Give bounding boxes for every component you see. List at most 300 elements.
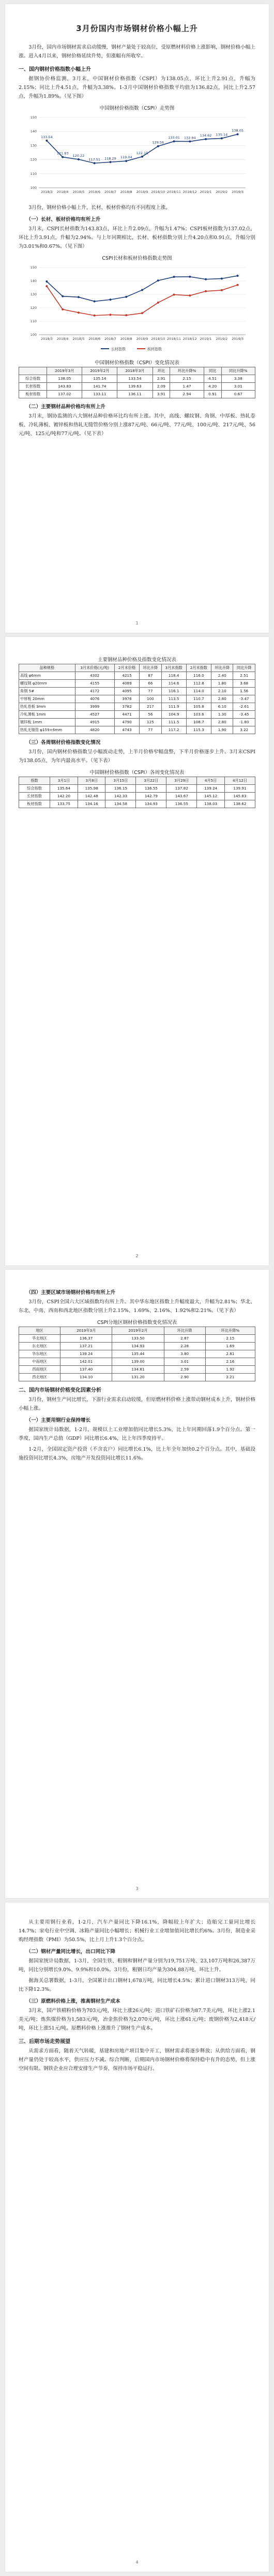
x-tick-label: 2018/12 [182, 190, 197, 194]
paragraph-factors: 3月份，钢材生产同比增长，下游行业需求启动较缓，但原燃材料价格上涨带动钢材成本上升，钢材价格小幅上涨。 [19, 1397, 255, 1411]
table-cell: 4172 [75, 688, 114, 695]
y-tick-label: 120 [30, 157, 37, 162]
table-cell: 3782 [114, 703, 139, 711]
data-point [109, 314, 111, 316]
table-cell: 0.91 [204, 391, 221, 398]
table-cell: 141.74 [82, 383, 117, 391]
x-tick-label: 2018/12 [182, 337, 197, 341]
table-cell: 2.16 [205, 1358, 255, 1366]
table-row [19, 1335, 255, 1343]
table-cell: 0.67 [221, 391, 255, 398]
table-cell: 108.7 [186, 719, 211, 726]
table-cell: 138.05 [47, 375, 82, 383]
subheading-output: （二）钢材产量同比增长，出口同比下降 [26, 1949, 116, 1955]
table-header-cell: 4月5日 [197, 777, 225, 785]
weekly-index-table [19, 777, 255, 808]
y-tick-label: 130 [30, 292, 37, 296]
regional-index-table [19, 1327, 255, 1381]
table-header-cell: 环比 [153, 367, 170, 375]
table-cell: 4095 [114, 688, 139, 695]
table-header-cell: 环比升降 [140, 664, 161, 672]
table-cell: 139.91 [224, 785, 255, 793]
series-line [47, 276, 237, 301]
data-point [157, 279, 159, 281]
data-point [141, 312, 143, 314]
table-cell: 华东地区 [19, 1350, 60, 1358]
x-tick-label: 2018/9 [136, 337, 148, 341]
data-label: 117.51 [88, 157, 101, 162]
table-cell: -1.80 [233, 719, 255, 726]
table-cell: 4215 [114, 672, 139, 680]
data-point [45, 285, 48, 287]
table-cell: 4471 [114, 711, 139, 719]
table-cell: 116.1 [161, 688, 186, 695]
table-cell: 热轧卷板 3mm [19, 703, 75, 711]
table-cell: -2.61 [233, 703, 255, 711]
table-cell: 3976 [114, 695, 139, 703]
table-cell: 综合指数 [19, 375, 47, 383]
subheading-regional: （四）主要区域市场钢材价格均有所上升 [26, 1290, 116, 1296]
data-point [221, 289, 223, 291]
table-header-cell: 2月末价格 [114, 664, 139, 672]
data-point [205, 290, 207, 292]
x-tick-label: 2018/8 [120, 190, 132, 194]
table-cell: 1.47 [170, 383, 204, 391]
x-tick-label: 2018/4 [56, 190, 69, 194]
x-tick-label: 2018/6 [88, 190, 101, 194]
table-cell: 2.80 [211, 719, 233, 726]
table-cell: 217 [140, 703, 161, 711]
table-cell: 134.81 [112, 1366, 164, 1374]
table-cell: 角钢 5# [19, 688, 75, 695]
table-header-cell: 同比 [204, 367, 221, 375]
table-header-cell: 3月1日 [50, 777, 78, 785]
y-tick-label: 110 [30, 171, 37, 176]
subheading-main-products: （二）主要钢材品种价格均有所上升 [26, 404, 105, 410]
table-cell: 116.0 [186, 672, 211, 680]
data-label: 129.56 [152, 140, 164, 145]
table1-title: 中国钢材价格指数（CSPI）变化情况表 [95, 360, 179, 366]
table-cell: 104.9 [161, 711, 186, 719]
table-cell: 2.15 [170, 375, 204, 383]
table-cell: 77 [140, 688, 161, 695]
table-cell: 135.14 [82, 375, 117, 383]
section-heading-3: 三、后期市场走势展望 [19, 2039, 70, 2045]
data-point [205, 138, 207, 140]
paragraph-outlook: 从需求方面看，随着天气转暖，基建和房地产项目集中开工，钢材需求将逐步释放；从供给方面看，钢材产量仍处于较高水平，供应压力不减。综合判断，后期国内市场钢材价格将保持稳中有升的态势，但上涨空间有限。钢铁企业应合理安排生产节奏，保持市场平稳运行。 [19, 2048, 255, 2072]
table3-title: 中国钢材价格指数（CSPI）各周变化情况表 [89, 770, 185, 776]
table-cell: 华北地区 [19, 1335, 60, 1343]
table-cell: 中厚板 20mm [19, 695, 75, 703]
table-header-cell: 环比升降 [211, 664, 233, 672]
table-cell: 111.9 [161, 703, 186, 711]
table-row [19, 1366, 255, 1374]
table-cell: 4743 [114, 726, 139, 734]
data-point [157, 145, 159, 147]
data-point [237, 284, 239, 286]
data-label: 118.29 [104, 156, 116, 161]
table-cell: 136.55 [166, 800, 197, 808]
table-cell: 2.90 [164, 1374, 205, 1381]
table-cell: 136.11 [117, 391, 153, 398]
table-cell: 134.93 [136, 800, 166, 808]
table-cell: 139.63 [117, 383, 153, 391]
table-row [19, 1374, 255, 1381]
data-point [78, 158, 80, 160]
table-header-cell: 2019年3月 [60, 1327, 112, 1335]
page-number: 4 [135, 2560, 139, 2565]
y-tick-label: 150 [30, 265, 37, 270]
data-point [173, 276, 175, 278]
table-row [19, 383, 255, 391]
table-cell: 2.91 [153, 375, 170, 383]
data-point [125, 160, 127, 162]
table-cell: 高线 φ6mm [19, 672, 75, 680]
table-row [19, 719, 255, 726]
document-page-3 [5, 1270, 269, 1898]
table-cell: 1.30 [211, 711, 233, 719]
table-cell: 板材指数 [19, 800, 50, 808]
table-cell: 3.68 [233, 680, 255, 688]
table-cell: 139.24 [197, 785, 225, 793]
data-point [45, 280, 48, 282]
y-tick-label: 100 [30, 333, 37, 337]
data-label: 121.83 [56, 151, 69, 156]
table-cell: 113.5 [161, 695, 186, 703]
data-label: 134.62 [200, 133, 212, 138]
table-cell: 3.80 [164, 1350, 205, 1358]
x-tick-label: 2018/10 [151, 190, 165, 194]
table-cell: 77 [140, 726, 161, 734]
table-cell: 4.20 [204, 383, 221, 391]
table-cell: 2.51 [233, 672, 255, 680]
table-cell: 66 [140, 680, 161, 688]
table-cell: 2.94 [170, 391, 204, 398]
table-header-cell: 品种规格 [19, 664, 75, 672]
data-point [205, 278, 207, 280]
table-cell: 145.12 [197, 793, 225, 800]
x-tick-label: 2018/9 [136, 190, 148, 194]
table-header-cell: 环比升降% [205, 1327, 255, 1335]
subheading-raw-materials: （三）原燃料价格上涨，推高钢材生产成本 [26, 1999, 120, 2004]
table-cell: 2.10 [211, 688, 233, 695]
table-row [19, 793, 255, 800]
subheading-weekly: （三）各周钢材价格指数变化情况 [26, 740, 101, 746]
table-cell: 4.51 [204, 375, 221, 383]
data-point [62, 156, 64, 158]
table-cell: 135.98 [78, 785, 105, 793]
table-row [19, 1343, 255, 1350]
table-cell: 134.58 [105, 800, 136, 808]
x-tick-label: 2018/8 [120, 337, 132, 341]
table-cell: 115.3 [186, 726, 211, 734]
data-point [189, 276, 191, 278]
table-cell: 2.59 [164, 1366, 205, 1374]
table-cell: 103.6 [186, 711, 211, 719]
x-tick-label: 2019/1 [200, 337, 212, 341]
table-cell: 4527 [75, 711, 114, 719]
table-header-cell: 2019年2月 [82, 367, 117, 375]
data-point [173, 140, 175, 142]
table-header-cell: 4月12日 [224, 777, 255, 785]
table-cell: 143.67 [166, 793, 197, 800]
table-cell: 143.83 [47, 383, 82, 391]
table-cell: 142.79 [136, 793, 166, 800]
data-point [78, 296, 80, 298]
table-cell: 2.28 [164, 1343, 205, 1350]
data-label: 133.54 [41, 135, 53, 139]
table-header-cell: 2018年3月 [117, 367, 153, 375]
table-cell: 1.90 [211, 726, 233, 734]
chart-title-long-flat: CSPI长材和板材价格指数走势图 [102, 256, 172, 261]
y-tick-label: 130 [30, 143, 37, 148]
table-cell: 145.83 [224, 793, 255, 800]
table-cell: 117.2 [161, 726, 186, 734]
table-cell: 长材指数 [19, 793, 50, 800]
paragraph-user-industries: 从主要用钢行业看，1-2月，汽车产量同比下降16.1%，降幅较上年扩大；造船完工量同比增长14.7%；家电行业中空调、冰箱产量同比小幅增长；机械行业工业增加值同比增长约6%。3月份，制造业采购经理指数（PMI）为50.5%，比上月上升1.3个百分点。 [19, 1919, 255, 1943]
table-cell: -3.47 [233, 695, 255, 703]
section-heading-1: 一、国内钢材价格指数小幅上升 [19, 67, 91, 72]
table-cell: 1.92 [205, 1366, 255, 1374]
table-header-cell: 指数 [19, 777, 50, 785]
table-cell: 136.15 [105, 785, 136, 793]
table-header-cell: 2019年2月 [112, 1327, 164, 1335]
table-header-cell: 3月末指数 [161, 664, 186, 672]
data-label: 135.14 [216, 132, 228, 137]
table-row [19, 703, 255, 711]
paragraph-cspi-summary: 据钢协价格监测，3月末，中国钢材价格指数（CSPI）为138.05点，环比上升2.91点，升幅为2.15%；同比上升4.51点，升幅为3.38%。1-3月中国钢材价格指数平均值为136.82点，同比上升2.57点，升幅为1.89%。（见下图） [19, 76, 255, 99]
table-cell: 4302 [75, 672, 114, 680]
table-cell: 1.56 [233, 688, 255, 695]
table-cell: 3999 [75, 703, 114, 711]
table-cell: 56 [140, 711, 161, 719]
table-row [19, 695, 255, 703]
x-tick-label: 2019/2 [216, 337, 228, 341]
paragraph-industry-1: 据国家统计局数据，1-2月，规模以上工业增加值同比增长5.3%，比上年同期回落1.9个百分点。第一季度，国内生产总值（GDP）同比增长6.4%，比上年四季度持平。 [19, 1427, 255, 1441]
data-label: 138.05 [232, 128, 243, 133]
table-header-cell: 2月末指数 [186, 664, 211, 672]
table-header-cell: 3月29日 [166, 777, 197, 785]
table-cell: 133.50 [112, 1335, 164, 1343]
table-cell: 111.5 [161, 719, 186, 726]
data-point [94, 300, 96, 302]
table-cell: 105.8 [186, 703, 211, 711]
table-cell: 2.81 [205, 1350, 255, 1358]
table-cell: 2.15 [205, 1335, 255, 1343]
x-tick-label: 2018/7 [104, 337, 116, 341]
data-point [189, 294, 191, 296]
x-tick-label: 2018/3 [40, 190, 53, 194]
legend-label: 板材指数 [147, 347, 162, 351]
table-header-cell: 同比升降% [221, 367, 255, 375]
table-cell: 139.24 [60, 1350, 112, 1358]
table-cell: 133.54 [117, 375, 153, 383]
table-cell: 142.48 [78, 793, 105, 800]
section-heading-2: 二、国内市场钢材价格变化因素分析 [19, 1388, 101, 1393]
page-number: 2 [135, 1254, 139, 1258]
data-point [109, 161, 111, 163]
table-cell: 西北地区 [19, 1374, 60, 1381]
y-tick-label: 140 [30, 129, 37, 134]
intro-paragraph: 3月份，国内市场钢材需求启动缓慢，钢材产量处于较高位，受原燃材料价格上涨影响，钢材价格小幅上涨。进入4月以来，钢材价格延续升势，但涨幅有所收窄。 [19, 44, 255, 59]
table-cell: 4089 [114, 680, 139, 688]
table-cell: 139.00 [112, 1358, 164, 1366]
cspi-line-chart [23, 112, 251, 200]
table-row [19, 726, 255, 734]
doc-title: 3月份国内市场钢材价格小幅上升 [76, 24, 198, 33]
table-row [19, 680, 255, 688]
data-point [221, 137, 223, 139]
table-row [19, 688, 255, 695]
table-cell: 2.21 [205, 1374, 255, 1381]
table-row [19, 672, 255, 680]
data-point [45, 140, 48, 142]
x-tick-label: 2019/2 [216, 190, 228, 194]
table-cell: 西南地区 [19, 1366, 60, 1374]
subheading-long-flat: （一）长材、板材价格均有所上升 [26, 217, 101, 222]
data-point [141, 289, 143, 291]
table-cell: 4155 [75, 680, 114, 688]
table-cell: 4790 [114, 719, 139, 726]
data-point [62, 308, 64, 310]
document-page-1 [5, 4, 269, 633]
paragraph-raw-materials: 3月末，国产铁精粉价格为703元/吨，环比上涨26元/吨；进口铁矿石价格为87.7美元/吨，环比上涨2.1美元/吨；炼焦煤价格为1,583元/吨，冶金焦价格为2,070元/吨，环比上涨61元/吨；废钢价格为2,418元/吨，环比上涨51元/吨。原燃料价格上涨推升了钢材生产成本。 [19, 2008, 255, 2031]
table-cell: 118.4 [161, 672, 186, 680]
table-cell: 3.38 [221, 375, 255, 383]
cspi-change-table [19, 367, 255, 398]
chart-title-cspi: 中国钢材价格指数（CSPI）走势图 [99, 106, 175, 111]
y-tick-label: 150 [30, 115, 37, 120]
table-cell: 3.01 [221, 383, 255, 391]
table-row [19, 375, 255, 383]
table-cell: 东北地区 [19, 1343, 60, 1350]
data-point [221, 277, 223, 279]
paragraph-regional: 3月份，CSPI全国六大区域指数均有所上升。其中华东地区指数上升幅度最大，升幅为2.81%；华北、东北、中南、西南和西北地区指数分别上升2.15%、1.69%、2.16%、1.92%和2.21%。（见下表） [19, 1299, 255, 1314]
table-cell: 112.8 [186, 680, 211, 688]
table-cell: 87 [140, 672, 161, 680]
table-row [19, 800, 255, 808]
table-cell: 134.93 [112, 1343, 164, 1350]
table-header-cell: 3月8日 [78, 777, 105, 785]
x-tick-label: 2018/5 [72, 190, 85, 194]
table-cell: 螺纹钢 φ20mm [19, 680, 75, 688]
table-cell: 137.21 [60, 1343, 112, 1350]
data-label: 132.94 [184, 136, 196, 140]
table-cell: 133.75 [50, 800, 78, 808]
x-tick-label: 2018/4 [56, 337, 69, 341]
page-number: 1 [135, 621, 139, 626]
table-cell: 100 [140, 695, 161, 703]
data-label: 120.22 [72, 154, 85, 158]
y-tick-label: 120 [30, 306, 37, 310]
document-page-4 [5, 1902, 269, 2572]
table-cell: 125 [140, 719, 161, 726]
table-header-cell: 环比升降 [164, 1327, 205, 1335]
data-point [141, 156, 143, 158]
table-cell: 3.01 [164, 1358, 205, 1366]
table-cell: 135.64 [50, 785, 78, 793]
table-cell: 3.22 [233, 726, 255, 734]
table-cell: 134.16 [78, 800, 105, 808]
table-cell: 板材指数 [19, 391, 47, 398]
table-cell: 138.03 [197, 800, 225, 808]
table-cell: 2.80 [211, 695, 233, 703]
data-point [125, 296, 127, 298]
table-cell: 135.44 [112, 1350, 164, 1358]
table-cell: 131.20 [112, 1374, 164, 1381]
data-label: 122.15 [136, 151, 148, 155]
table-cell: -3.45 [233, 711, 255, 719]
table-header-cell: 3月22日 [136, 777, 166, 785]
table-cell: 110.7 [186, 695, 211, 703]
table-header-cell: 3月15日 [105, 777, 136, 785]
y-tick-label: 100 [30, 186, 37, 190]
table-cell: 136.37 [60, 1335, 112, 1343]
table2-title: 主要钢材品种价格及指数变化情况表 [97, 657, 176, 663]
table-cell: 1.80 [211, 680, 233, 688]
page-number: 3 [135, 1886, 139, 1891]
table-cell: 热轧无缝管 φ159×6mm [19, 726, 75, 734]
product-price-table [19, 664, 255, 734]
x-tick-label: 2018/11 [167, 337, 181, 341]
table-cell: 2.87 [164, 1335, 205, 1343]
table-header-cell: 同比升降 [233, 664, 255, 672]
data-point [237, 133, 239, 136]
data-point [62, 295, 64, 297]
data-point [109, 299, 111, 301]
x-tick-label: 2018/11 [167, 190, 181, 194]
table-cell: 4820 [75, 726, 114, 734]
paragraph-long-flat: 3月末，CSPI长材指数为143.83点，环比上升2.09点，升幅为1.47%；CSPI板材指数为137.02点，环比上升3.91点，升幅为2.94%。与上年同期相比，长材、板材指数分别上升4.20点和0.91点，升幅分别为3.01%和0.67%。（见下图） [19, 226, 255, 249]
legend-label: 长材指数 [111, 347, 126, 351]
table-header-cell: 环比升降% [170, 367, 204, 375]
table-cell: 2.40 [211, 672, 233, 680]
table-cell: 1.69 [205, 1343, 255, 1350]
table-header-cell: 地区 [19, 1327, 60, 1335]
document-page-2 [5, 637, 269, 1265]
x-tick-label: 2018/10 [151, 337, 165, 341]
table-cell: 中南地区 [19, 1358, 60, 1366]
data-point [94, 162, 96, 164]
x-tick-label: 2019/3 [232, 190, 244, 194]
table-cell: 134.10 [60, 1374, 112, 1381]
table-cell: 136.55 [136, 785, 166, 793]
table-cell: 137.40 [60, 1366, 112, 1374]
data-label: 133.01 [168, 136, 180, 140]
table-cell: 长材指数 [19, 383, 47, 391]
table-cell: 142.20 [50, 793, 78, 800]
data-point [173, 293, 175, 295]
series-line [47, 135, 237, 163]
table-cell: 142.01 [60, 1358, 112, 1366]
table-cell: 镀锌板 1mm [19, 719, 75, 726]
paragraph-weekly: 3月份，国内钢材价格指数呈小幅波动走势，上半月价格窄幅盘整，下半月价格逐步上升。3月末CSPI为138.05点，为年内最高水平。（见下表） [19, 749, 255, 764]
x-tick-label: 2018/6 [88, 337, 101, 341]
data-label: 119.04 [120, 155, 132, 160]
x-tick-label: 2018/7 [104, 190, 116, 194]
table-cell: 4076 [75, 695, 114, 703]
table-cell: 142.33 [105, 793, 136, 800]
table-cell: 冷轧薄板 1mm [19, 711, 75, 719]
table-cell: 4915 [75, 719, 114, 726]
table-cell: 6.10 [211, 703, 233, 711]
table4-title: CSPI分地区钢材价格指数变化情况表 [97, 1320, 177, 1326]
table-row [19, 785, 255, 793]
long-flat-line-chart [23, 262, 251, 355]
table-cell: 133.11 [82, 391, 117, 398]
paragraph-after-chart1: 3月份，钢材价格小幅上升，长材、板材价格均有不同程度上涨。 [28, 205, 171, 211]
subheading-industry: （一）主要用钢行业保持增长 [26, 1418, 91, 1423]
